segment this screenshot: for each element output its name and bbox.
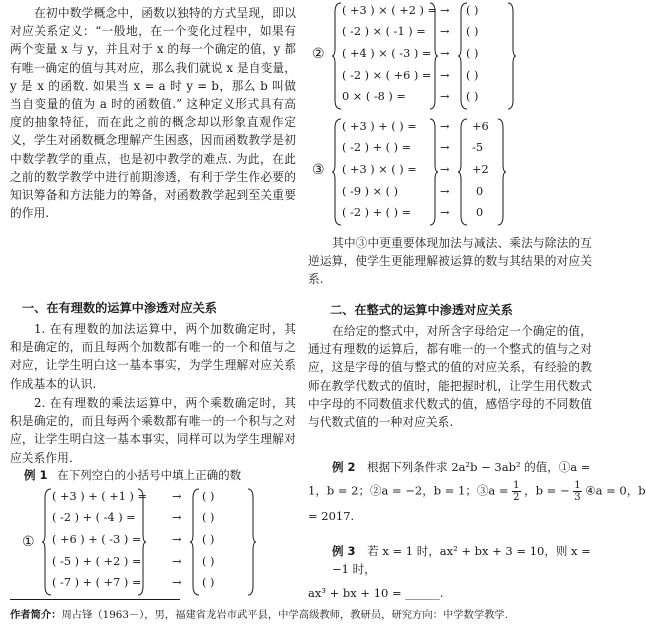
- left-brace: [332, 118, 342, 226]
- exercise-row: [342, 69, 582, 87]
- section2-heading: 二、在整式的运算中渗透对应关系: [330, 303, 513, 317]
- row-answer-blank: ( ): [466, 25, 479, 38]
- exercise-row: [342, 25, 582, 43]
- arrow-icon: →: [440, 69, 450, 82]
- row-answer: +2: [472, 163, 489, 176]
- exercise-row: [342, 163, 582, 181]
- arrow-icon: →: [440, 163, 450, 176]
- exercise-row: [52, 511, 292, 529]
- exercise-row: [52, 490, 292, 508]
- author-note-label: 作者简介：: [10, 609, 62, 621]
- arrow-icon: →: [440, 47, 450, 60]
- example-2-text-c: ④a = 0，b: [585, 483, 646, 498]
- row-expression: ( -2 ) + ( -4 ) =: [52, 511, 136, 524]
- exercise-row: [342, 4, 582, 22]
- row-expression: ( +3 ) × ( +2 ) =: [342, 4, 438, 17]
- row-expression: ( -2 ) + ( ) =: [342, 141, 412, 154]
- example-3-text: 若 x = 1 时，ax² + bx + 3 = 10，则 x = −1 时，: [332, 544, 591, 576]
- row-expression: ( +4 ) × ( -3 ) =: [342, 47, 432, 60]
- example-2-text: 根据下列条件求 2a²b − 3ab² 的值，①a =: [367, 460, 591, 474]
- row-expression: ( -2 ) + ( ) =: [342, 206, 412, 219]
- exercise-group-3: [312, 118, 582, 226]
- row-expression: ( +3 ) × ( ) =: [342, 163, 417, 176]
- fraction-one-half: [512, 480, 520, 503]
- section1-paragraph-1: 1. 在有理数的加法运算中，两个加数确定时，其和是确定的，而且每两个加数都有唯一的一个和值与之对应，让学生明白这一基本事实，为学生理解对应关系作成基本的认识.: [10, 322, 296, 391]
- row-expression: ( +6 ) + ( -3 ) =: [52, 533, 142, 546]
- row-answer: +6: [472, 120, 489, 133]
- row-expression: ( -9 ) × ( ): [342, 185, 399, 198]
- example-2-line-3: = 2017.: [308, 509, 355, 523]
- arrow-icon: →: [440, 141, 450, 154]
- example-1: [24, 466, 296, 484]
- row-answer: 0: [476, 185, 484, 198]
- row-answer: 0: [476, 206, 484, 219]
- example-1-text: 在下列空白的小括号中填上正确的数: [57, 468, 242, 482]
- row-answer-blank: ( ): [466, 4, 479, 17]
- row-expression: ( -2 ) × ( -1 ) =: [342, 25, 426, 38]
- note-paragraph: 其中③中更重要体现加法与减法、乘法与除法的互逆运算，使学生更能理解被运算的数与其结果的对应关系.: [308, 236, 592, 287]
- row-answer-blank: ( ): [202, 511, 215, 524]
- fraction-numerator: 1: [574, 480, 581, 491]
- arrow-icon: →: [172, 555, 182, 568]
- exercise-row: [342, 141, 582, 159]
- arrow-icon: →: [172, 511, 182, 524]
- example-2-line-2: [308, 480, 646, 503]
- fraction-one-third: [573, 480, 581, 503]
- example-2-text-b: ，b = −: [524, 483, 570, 498]
- section1-heading: 一、在有理数的运算中渗透对应关系: [22, 301, 217, 315]
- row-expression: ( +3 ) + ( ) =: [342, 120, 417, 133]
- exercise-row: [342, 90, 582, 108]
- fraction-denominator: 3: [574, 492, 581, 503]
- exercise-row: [52, 533, 292, 551]
- exercise-group-2: [312, 2, 582, 110]
- example-3-label: 例 3: [332, 544, 356, 558]
- arrow-icon: →: [172, 576, 182, 589]
- arrow-icon: →: [440, 25, 450, 38]
- row-answer-blank: ( ): [466, 69, 479, 82]
- example-2-text-a: 1，b = 2；②a = −2，b = 1；③a =: [308, 483, 509, 498]
- row-expression: ( -5 ) + ( +2 ) =: [52, 555, 142, 568]
- section2-paragraph: 在给定的整式中，对所含字母给定一个确定的值，通过有理数的运算后，都有唯一的一个整式的值与之对应，这是字母的值与整式的值的对应关系，有经验的教师在教学代数式的值时，能把握时机，让学生用代数式中字母的不同数值求代数式的值，感悟字母的不同数值与代数式值的一种对应关系.: [308, 324, 592, 430]
- arrow-icon: →: [440, 90, 450, 103]
- left-brace: [332, 2, 342, 110]
- row-expression: ( +3 ) + ( +1 ) =: [52, 490, 148, 503]
- group-3-marker: ③: [312, 162, 325, 178]
- example-3-line-2: ax³ + bx + 10 = ______.: [308, 586, 444, 600]
- exercise-row: [52, 555, 292, 573]
- row-expression: ( -7 ) + ( +7 ) =: [52, 576, 142, 589]
- author-note: [10, 606, 508, 621]
- section1-paragraph-2: 2. 在有理数的乘法运算中，两个乘数确定时，其积是确定的，而且每两个乘数都有唯一的一个积与之对应，让学生明白这一基本事实，同样可以为学生理解对应关系作用.: [10, 396, 296, 465]
- group-2-marker: ②: [312, 46, 325, 62]
- row-answer: -5: [472, 141, 484, 154]
- row-answer-blank: ( ): [202, 490, 215, 503]
- row-answer-blank: ( ): [466, 47, 479, 60]
- example-3: [308, 542, 592, 602]
- row-answer-blank: ( ): [202, 555, 215, 568]
- exercise-row: [342, 120, 582, 138]
- arrow-icon: →: [172, 490, 182, 503]
- arrow-icon: →: [172, 533, 182, 546]
- author-note-text: 周占锋（1963－），男，福建省龙岩市武平县，中学高级教师，教研员，研究方向：中学数学教学.: [61, 609, 508, 621]
- row-answer-blank: ( ): [202, 533, 215, 546]
- row-answer-blank: ( ): [466, 90, 479, 103]
- fraction-numerator: 1: [513, 480, 520, 491]
- example-2-label: 例 2: [332, 460, 356, 474]
- example-2: [308, 458, 646, 525]
- left-brace: [42, 488, 52, 596]
- example-1-label: 例 1: [24, 468, 48, 482]
- example-3-line-1: [308, 542, 592, 578]
- arrow-icon: →: [440, 185, 450, 198]
- row-expression: ( -2 ) × ( +6 ) =: [342, 69, 432, 82]
- arrow-icon: →: [440, 206, 450, 219]
- example-2-line-1: [308, 458, 592, 476]
- fraction-denominator: 2: [513, 492, 520, 503]
- exercise-row: [342, 47, 582, 65]
- row-expression: 0 × ( -8 ) =: [342, 90, 406, 103]
- footnote-divider: [10, 599, 180, 600]
- arrow-icon: →: [440, 120, 450, 133]
- intro-paragraph: 在初中数学概念中，函数以独特的方式呈现，即以对应关系定义：“一般地，在一个变化过程中，如果有两个变量 x 与 y，并且对于 x 的每一个确定的值，y 都有唯一确定的值与其对应，那么我们就说 x 是自变量，y 是 x 的函数. 如果当 x = a 时 y = b，那么 b 叫做当自变量的值为 a 时的函数值.” 这种定义形式具有高度的抽象特征，而在此之前的概念却以形象直观作定义，学生对函数概念理解产生困惑，因而函数教学是初中数学教学的重点，也是初中教学的难点. 为此，在此之前的数学教学中进行前期渗透，有利于学生作必要的知识筹备和方法能力的筹备，对函数教学起到至关重要的作用.: [10, 6, 296, 221]
- exercise-row: [342, 185, 582, 203]
- group-1-marker: ①: [22, 534, 35, 550]
- exercise-row: [342, 206, 582, 224]
- exercise-row: [52, 576, 292, 594]
- exercise-group-1: [22, 488, 292, 596]
- row-answer-blank: ( ): [202, 576, 215, 589]
- arrow-icon: →: [440, 4, 450, 17]
